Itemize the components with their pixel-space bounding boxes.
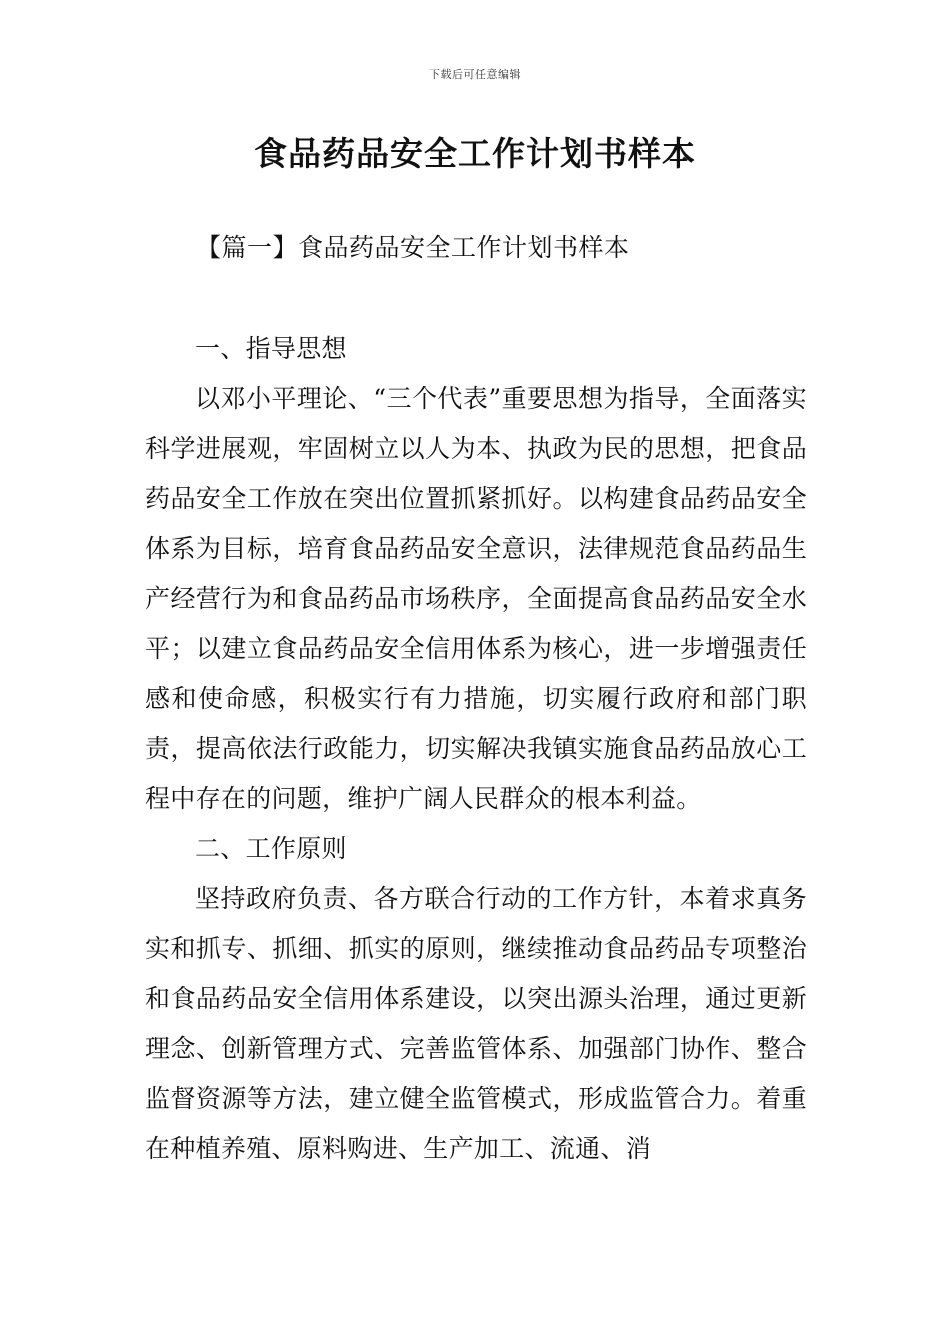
paragraph-work-principles: 坚持政府负责、各方联合行动的工作方针，本着求真务实和抓专、抓细、抓实的原则，继续推动食品药品专项整治和食品药品安全信用体系建设，以突出源头治理，通过更新理念、创新管理方式、完善监管体系、加强部门协作、整合监督资源等方法，建立健全监管模式，形成监管合力。着重在种植养殖、原料购进、生产加工、流通、消: [145, 884, 807, 1163]
paragraph-guiding-ideology: 以邓小平理论、“三个代表”重要思想为指导，全面落实科学进展观，牢固树立以人为本、执政为民的思想，把食品药品安全工作放在突出位置抓紧抓好。以构建食品药品安全体系为目标，培育食品药品安全意识，法律规范食品药品生产经营行为和食品药品市场秩序，全面提高食品药品安全水平；以建立食品药品安全信用体系为核心，进一步增强责任感和使命感，积极实行有力措施，切实履行政府和部门职责，提高依法行政能力，切实解决我镇实施食品药品放心工程中存在的问题，维护广阔人民群众的根本利益。: [145, 384, 807, 813]
document-body: [145, 324, 807, 1174]
header-note: 下载后可任意编辑: [429, 68, 521, 81]
heading-guiding-ideology: 一、指导思想: [195, 334, 347, 363]
heading-work-principles: 二、工作原则: [195, 834, 347, 863]
document-title: 食品药品安全工作计划书样本: [254, 134, 696, 173]
section-heading: 【篇一】食品药品安全工作计划书样本: [196, 233, 630, 262]
